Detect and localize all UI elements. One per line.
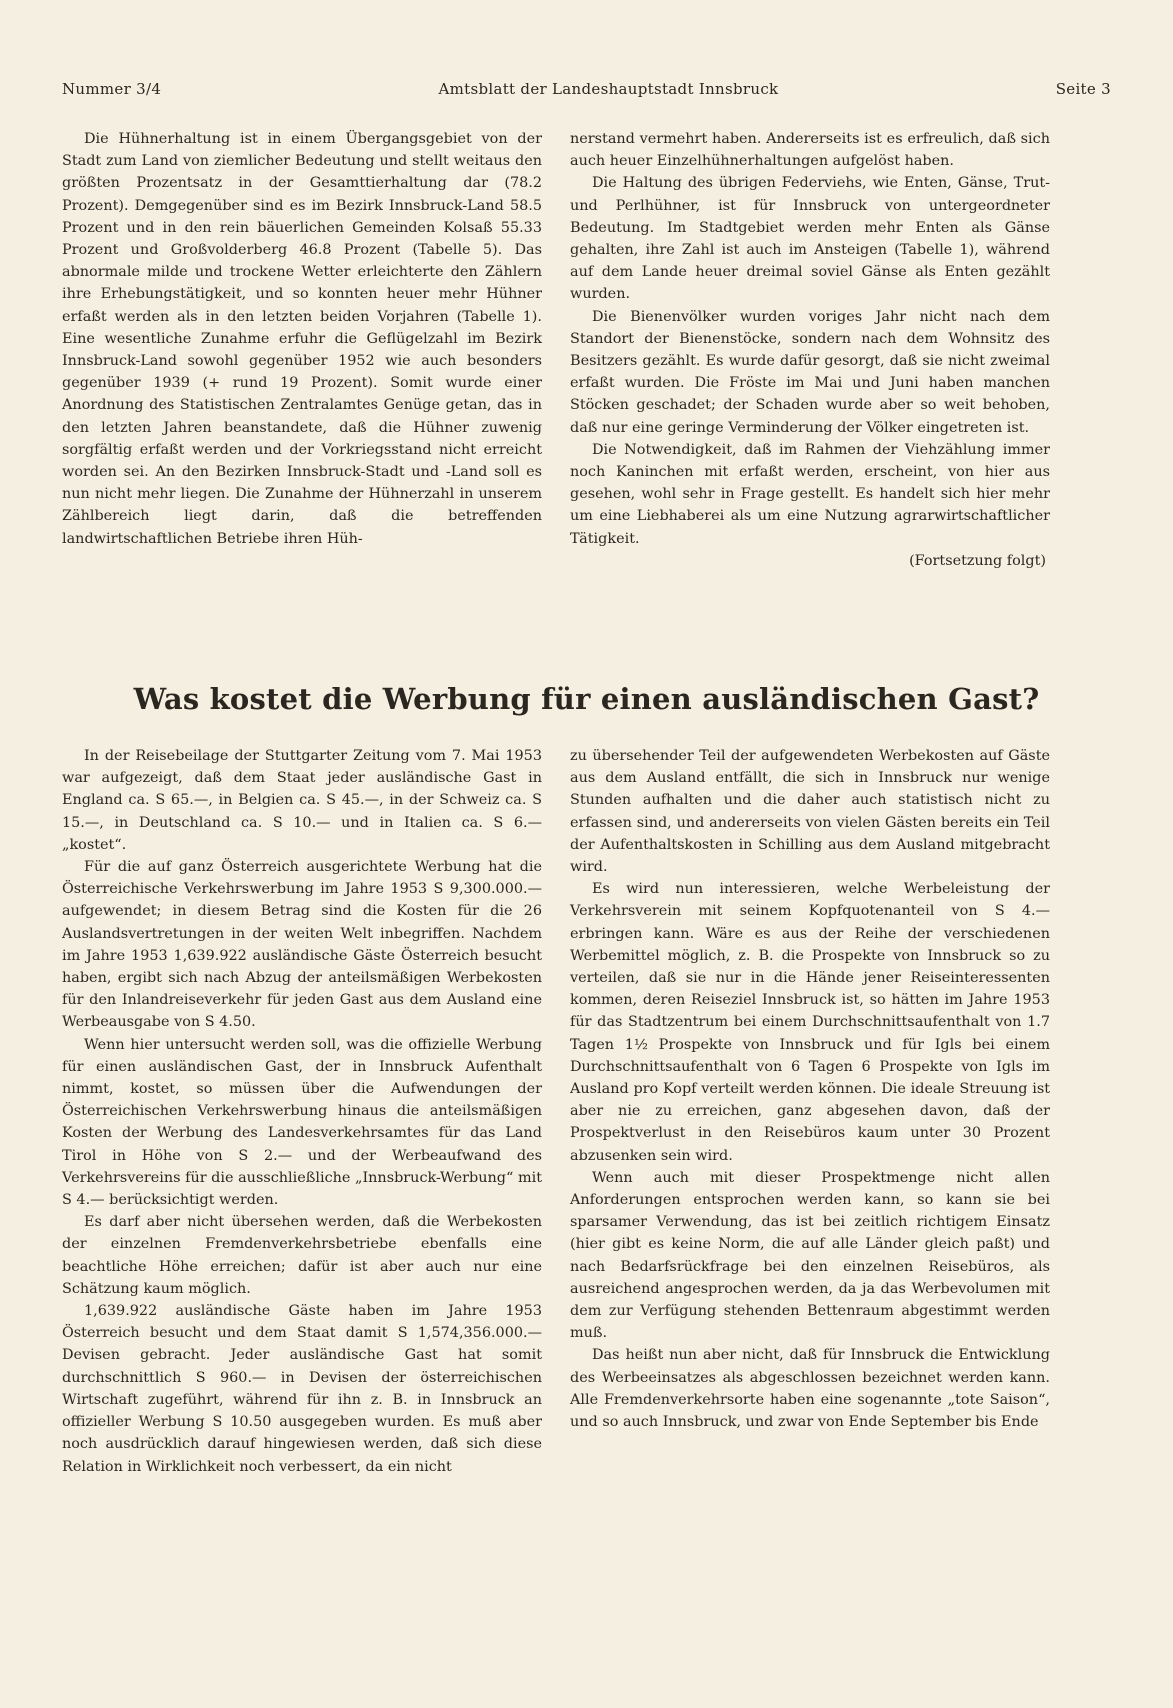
running-head bbox=[62, 80, 1111, 98]
publication-title: Amtsblatt der Landeshauptstadt Innsbruck bbox=[438, 80, 779, 98]
paragraph: Wenn auch mit dieser Prospektmenge nicht allen Anforderungen entsprochen werden kann, so kann sie bei sparsamer Verwendung, das ist bei zeitlich richtigem Einsatz (hier gibt es keine Norm, die auf alle Länder gleich paßt) und nach Bedarfsrückfrage bei den einzelnen Reisebüros, als ausreichend angesprochen werden, da ja das Werbevolumen mit dem zur Verfügung stehenden Bettenraum abgestimmt werden muß. bbox=[570, 1169, 1050, 1342]
page-number: Seite 3 bbox=[1055, 80, 1111, 98]
issue-number: Nummer 3/4 bbox=[62, 80, 162, 98]
article1-column-left bbox=[62, 128, 542, 550]
paragraph: Es darf aber nicht übersehen werden, daß die Werbekosten der einzelnen Fremdenverkehrsbetriebe ebenfalls eine beachtliche Höhe erreichen; dafür ist aber auch nur eine Schätzung kaum möglich. bbox=[62, 1214, 542, 1297]
paragraph: nerstand vermehrt haben. Andererseits ist es erfreulich, daß sich auch heuer Einzelhühnerhaltungen aufgelöst haben. bbox=[570, 131, 1050, 170]
article1-column-right bbox=[570, 128, 1050, 572]
paragraph: Die Haltung des übrigen Federviehs, wie Enten, Gänse, Trut- und Perlhühner, ist für Innsbruck von untergeordneter Bedeutung. Im Stadtgebiet werden mehr Enten als Gänse gehalten, ihre Zahl ist auch im Ansteigen (Tabelle 1), während auf dem Lande heuer dreimal soviel Gänse als Enten gezählt wurden. bbox=[570, 175, 1050, 303]
paragraph: Es wird nun interessieren, welche Werbeleistung der Verkehrsverein mit seinem Kopfquotenanteil von S 4.— erbringen kann. Wäre es aus der Reihe der verschiedenen Werbemittel möglich, z. B. die Prospekte von Innsbruck so zu verteilen, daß sie nur in die Hände jener Reiseinteressenten kommen, deren Reiseziel Innsbruck ist, so hätten im Jahre 1953 für das Stadtzentrum bei einem Durchschnittsaufenthalt von 1.7 Tagen 1½ Prospekte von Innsbruck und für Igls bei einem Durchschnittsaufenthalt von 6 Tagen 6 Prospekte von Igls im Ausland pro Kopf verteilt werden können. Die ideale Streuung ist aber nie zu erreichen, ganz abgesehen davon, daß der Prospektverlust in den Reisebüros kaum unter 30 Prozent abzusenken sein wird. bbox=[570, 881, 1050, 1164]
paragraph: Die Notwendigkeit, daß im Rahmen der Viehzählung immer noch Kaninchen mit erfaßt werden, erscheint, von hier aus gesehen, wohl sehr in Frage gestellt. Es handelt sich hier mehr um eine Liebhaberei als um eine Nutzung agrarwirtschaftlicher Tätigkeit. bbox=[570, 441, 1050, 547]
article2-column-right bbox=[570, 745, 1050, 1433]
article-headline: Was kostet die Werbung für einen ausländischen Gast? bbox=[133, 682, 1040, 716]
paragraph: Die Bienenvölker wurden voriges Jahr nicht nach dem Standort der Bienenstöcke, sondern nach dem Wohnsitz des Besitzers gezählt. Es wurde dafür gesorgt, daß sie nicht zweimal erfaßt wurden. Die Fröste im Mai und Juni haben manchen Stöcken geschadet; der Schaden wurde aber so weit behoben, daß nur eine geringe Verminderung der Völker eingetreten ist. bbox=[570, 308, 1050, 436]
paragraph: Die Hühnerhaltung ist in einem Übergangsgebiet von der Stadt zum Land von ziemlicher Bedeutung und stellt weitaus den größten Prozentsatz in der Gesamttierhaltung dar (78.2 Prozent). Demgegenüber sind es im Bezirk Innsbruck-Land 58.5 Prozent und in den rein bäuerlichen Gemeinden Kolsaß 55.33 Prozent und Großvolderberg 46.8 Prozent (Tabelle 5). Das abnormale milde und trockene Wetter erleichterte den Zählern ihre Erhebungstätigkeit, und so konnten heuer mehr Hühner erfaßt werden als in den letzten beiden Vorjahren (Tabelle 1). Eine wesentliche Zunahme erfuhr die Geflügelzahl im Bezirk Innsbruck-Land sowohl gegenüber 1952 wie auch besonders gegenüber 1939 (+ rund 19 Prozent). Somit wurde einer Anordnung des Statistischen Zentralamtes Genüge getan, das in den letzten Jahren beanstandete, daß die Hühner zuwenig sorgfältig erfaßt werden und der Vorkriegsstand nicht erreicht worden sei. An den Bezirken Innsbruck-Stadt und -Land soll es nun nicht mehr liegen. Die Zunahme der Hühnerzahl in unserem Zählbereich liegt darin, daß die betreffenden landwirtschaftlichen Betriebe ihren Hüh- bbox=[62, 131, 542, 547]
paragraph: 1,639.922 ausländische Gäste haben im Jahre 1953 Österreich besucht und dem Staat damit S 1,574,356.000.— Devisen gebracht. Jeder ausländische Gast hat somit durchschnittlich S 960.— in Devisen der österreichischen Wirtschaft zugeführt, während für ihn z. B. in Innsbruck an offizieller Werbung S 10.50 ausgegeben wurden. Es muß aber noch ausdrücklich darauf hingewiesen werden, daß sich diese Relation in Wirklichkeit noch verbessert, da ein nicht bbox=[62, 1303, 542, 1475]
paragraph: Wenn hier untersucht werden soll, was die offizielle Werbung für einen ausländischen Gast, der in Innsbruck Aufenthalt nimmt, kostet, so müssen über die Aufwendungen der Österreichischen Verkehrswerbung hinaus die anteilsmäßigen Kosten der Werbung des Landesverkehrsamtes für das Land Tirol in Höhe von S 2.— und der Werbeaufwand des Verkehrsvereins für die ausschließliche „Innsbruck-Werbung“ mit S 4.— berücksichtigt werden. bbox=[62, 1036, 542, 1209]
paragraph: In der Reisebeilage der Stuttgarter Zeitung vom 7. Mai 1953 war aufgezeigt, daß dem Staat jeder ausländische Gast in England ca. S 65.—, in Belgien ca. S 45.—, in der Schweiz ca. S 15.—, in Deutschland ca. S 10.— und in Italien ca. S 6.— „kostet“. bbox=[62, 748, 542, 853]
continued-note: (Fortsetzung folgt) bbox=[909, 552, 1046, 569]
article2-column-left bbox=[62, 745, 542, 1478]
paragraph: Das heißt nun aber nicht, daß für Innsbruck die Entwicklung des Werbeeinsatzes als abgeschlossen bezeichnet werden kann. Alle Fremdenverkehrsorte haben eine sogenannte „tote Saison“, und so auch Innsbruck, und zwar von Ende September bis Ende bbox=[570, 1347, 1050, 1431]
paragraph: zu übersehender Teil der aufgewendeten Werbekosten auf Gäste aus dem Ausland entfällt, die sich in Innsbruck nur wenige Stunden aufhalten und die daher auch statistisch nicht zu erfassen sind, und andererseits von vielen Gästen bereits ein Teil der Aufenthaltskosten in Schilling aus dem Ausland mitgebracht wird. bbox=[570, 748, 1050, 876]
paragraph: Für die auf ganz Österreich ausgerichtete Werbung hat die Österreichische Verkehrswerbung im Jahre 1953 S 9,300.000.— aufgewendet; in diesem Betrag sind die Kosten für die 26 Auslandsvertretungen in der weiten Welt inbegriffen. Nachdem im Jahre 1953 1,639.922 ausländische Gäste Österreich besucht haben, ergibt sich nach Abzug der anteilsmäßigen Werbekosten für den Inlandreiseverkehr für jeden Gast aus dem Ausland eine Werbeausgabe von S 4.50. bbox=[62, 859, 542, 1031]
